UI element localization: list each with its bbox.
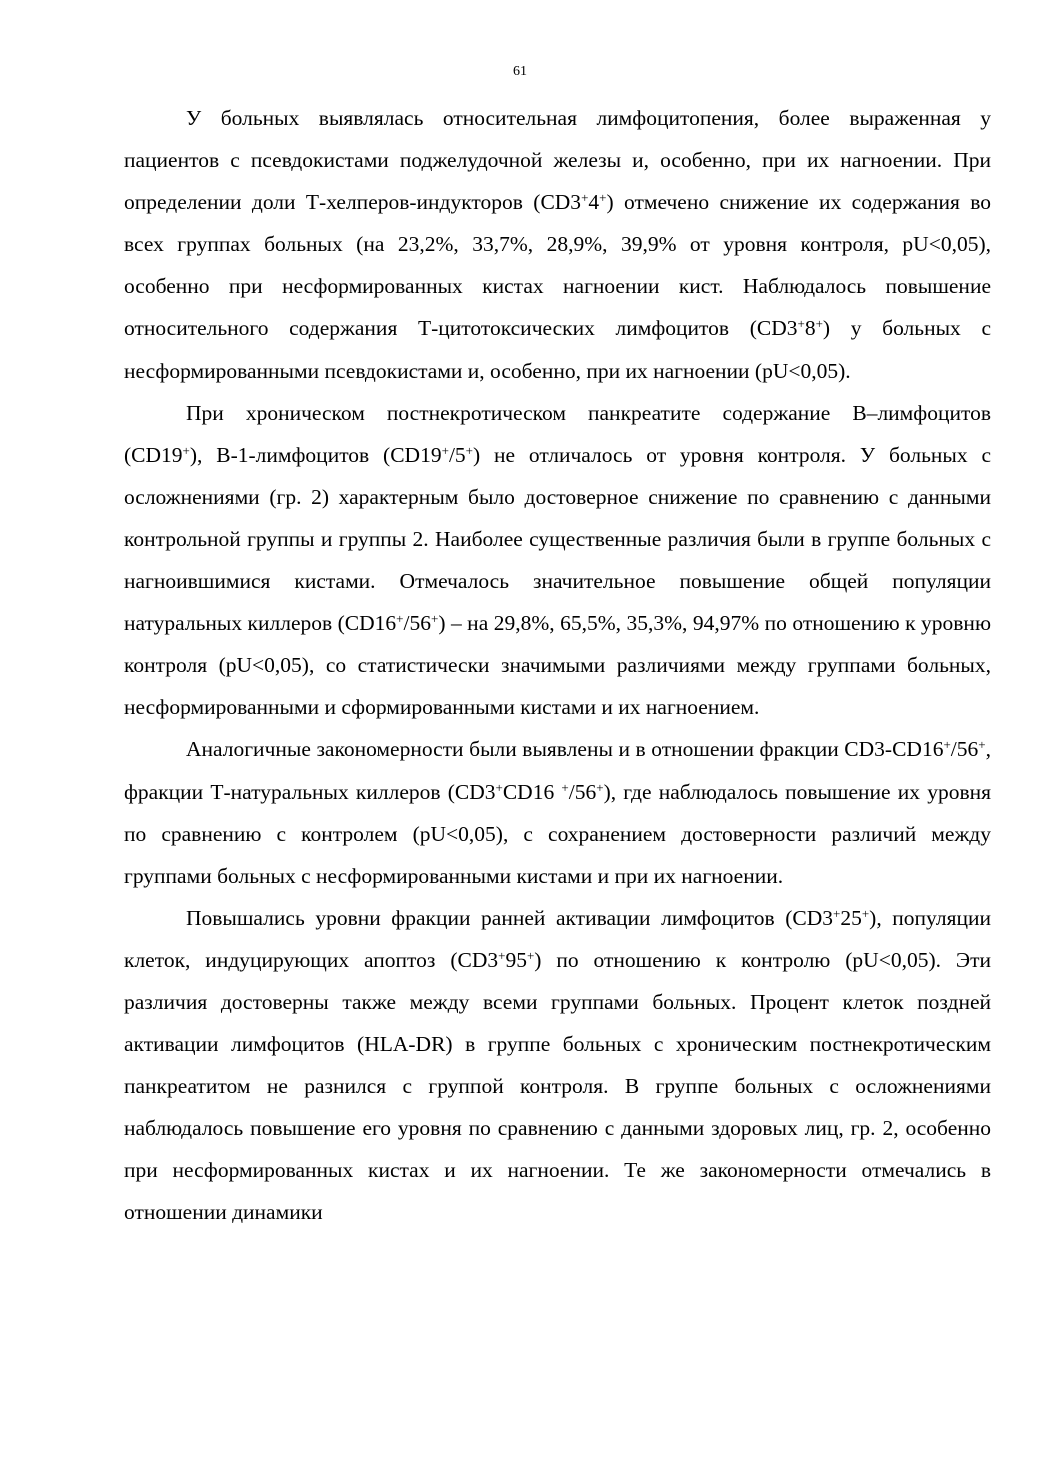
superscript: + <box>797 316 805 332</box>
text-run: Аналогичные закономерности были выявлены и в отношении фракции CD3-CD16 <box>186 737 944 762</box>
text-run: При хроническом постнекротическом панкреатите содержание В–лимфоцитов (CD19 <box>124 400 991 467</box>
text-run: ) по отношению к контролю (pU<0,05). Эти различия достоверны также между всеми группами больных. Процент клеток поздней активации лимфоцитов (HLA-DR) в группе больных с хроническим постнекротическим панкреатитом не разнился с группой контроля. В группе больных с осложнениями наблюдалось повышение его уровня по сравнению с данными здоровых лиц, гр. 2, особенно при несформированных кистах и их нагноении. Те же закономерности отмечались в отношении динамики <box>124 947 991 1225</box>
superscript: + <box>832 905 841 921</box>
paragraph-2 <box>124 392 991 729</box>
text-run: ) отмечено снижение их содержания во всех группах больных (на 23,2%, 33,7%, 28,9%, 39,9% от уровня контроля, pU<0,05), особенно при несформированных кистах нагноении кист. Наблюдалось повышение относительного содержания Т-цитотоксических лимфоцитов (CD3 <box>124 190 991 341</box>
text-run: CD16 <box>502 779 562 804</box>
superscript: + <box>465 442 474 458</box>
superscript: + <box>441 442 449 458</box>
superscript: + <box>978 737 986 753</box>
superscript: + <box>561 779 569 795</box>
text-run: ) – на 29,8%, 65,5%, 35,3%, 94,97% по отношению к уровню контроля (pU<0,05), со статистически значимыми различиями между группами больных, несформированными и сформированными кистами и их нагноением. <box>124 611 992 720</box>
text-run: ) не отличалось от уровня контроля. У больных с осложнениями (гр. 2) характерным было достоверное снижение по сравнению с данными контрольной группы и группы 2. Наиболее существенные различия были в группе больных с нагноившимися кистами. Отмечалось значительное повышение общей популяции натуральных киллеров (CD16 <box>124 442 991 636</box>
paragraph-1 <box>124 97 991 392</box>
text-run: ), В-1-лимфоцитов (CD19 <box>189 442 442 467</box>
superscript: + <box>526 947 535 963</box>
text-run: Повышались уровни фракции ранней активации лимфоцитов (CD3 <box>186 905 833 930</box>
superscript: + <box>498 947 506 963</box>
superscript: + <box>430 610 439 626</box>
text-run: У больных выявлялась относительная лимфоцитопения, более выраженная у пациентов с псевдокистами поджелудочной железы и, особенно, при их нагноении. При определении доли Т-хелперов-индукторов (CD3 <box>124 106 991 215</box>
superscript: + <box>815 316 823 332</box>
text-run: 4 <box>588 190 600 215</box>
superscript: + <box>861 905 870 921</box>
superscript: + <box>599 190 607 206</box>
text-run: ), популяции клеток, индуцирующих апоптоз (CD3 <box>124 905 991 972</box>
paragraph-4 <box>124 897 991 1234</box>
text-run: ) у больных с несформированными псевдокистами и, особенно, при их нагноении (pU<0,05). <box>124 316 991 383</box>
text-run: /56 <box>950 737 979 762</box>
text-run: , фракции Т-натуральных киллеров (CD3 <box>124 737 991 804</box>
text-run: /56 <box>403 611 431 636</box>
superscript: + <box>581 190 589 206</box>
text-run: 95 <box>505 947 527 972</box>
superscript: + <box>596 779 604 795</box>
text-run: 8 <box>804 316 816 341</box>
superscript: + <box>495 779 503 795</box>
text-run: 25 <box>840 905 862 930</box>
paragraph-3 <box>124 728 991 896</box>
text-run: /56 <box>568 779 597 804</box>
document-body <box>124 97 991 1234</box>
page-number: 61 <box>513 64 527 79</box>
superscript: + <box>182 442 190 458</box>
superscript: + <box>943 737 951 753</box>
text-run: /5 <box>448 442 466 467</box>
superscript: + <box>396 610 404 626</box>
text-run: ), где наблюдалось повышение их уровня по сравнению с контролем (pU<0,05), с сохранением достоверности различий между группами больных с несформированными кистами и при их нагноении. <box>124 779 991 888</box>
